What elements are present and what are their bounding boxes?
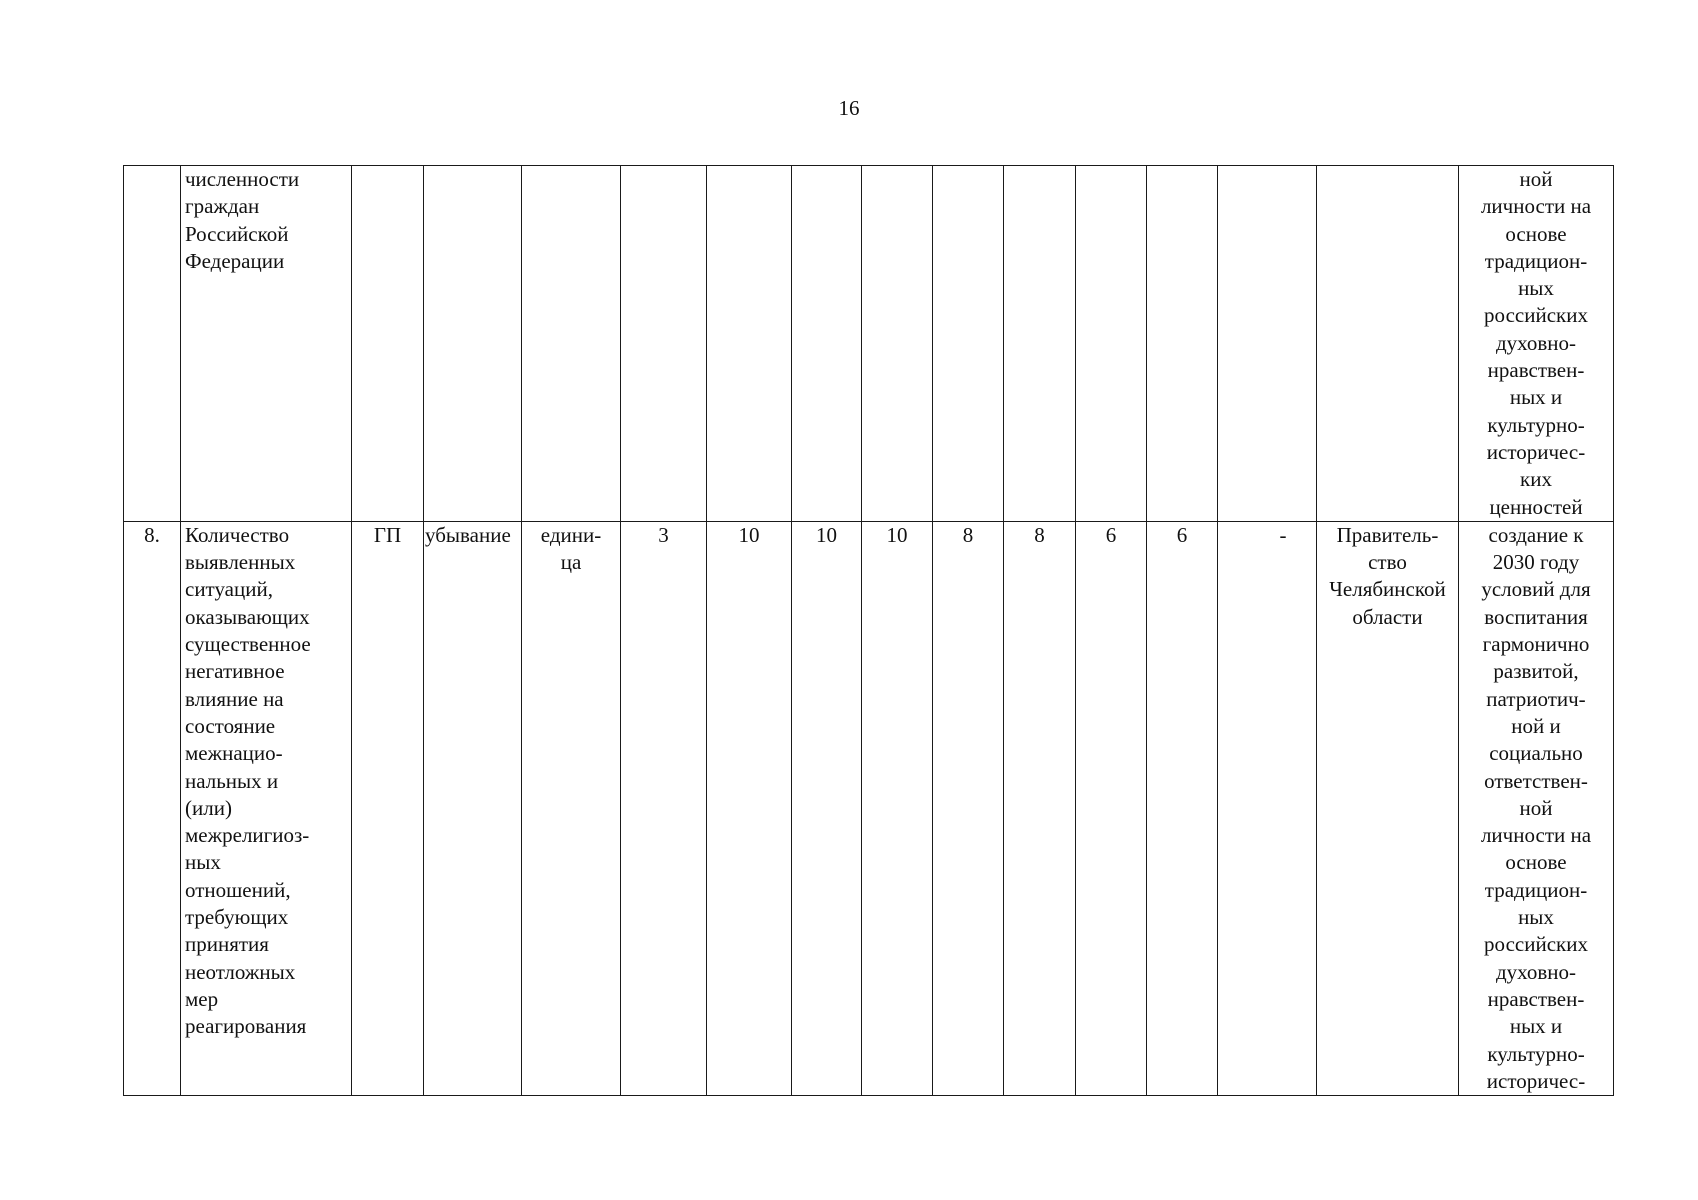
dash-cell: - — [1218, 521, 1317, 1095]
indicator-name: Количество выявленных ситуаций, оказывающих существенное негативное влияние на состояние межнацио- нальных и (или) межрелигиоз- ных отношений, требующих принятия неотложных мер реагирования — [181, 521, 352, 1095]
responsible-cell: Правитель- ство Челябинской области — [1317, 521, 1459, 1095]
value-cell — [621, 166, 707, 522]
value-cell — [792, 166, 862, 522]
table-row — [124, 521, 1614, 1095]
value-cell — [1076, 166, 1147, 522]
responsible-cell — [1317, 166, 1459, 522]
value-cell — [707, 166, 792, 522]
value-cell: 10 — [707, 521, 792, 1095]
value-cell — [933, 166, 1004, 522]
unit-cell — [522, 166, 621, 522]
indicators-table — [123, 165, 1614, 1096]
row-number — [124, 166, 181, 522]
goal-cell: ной личности на основе традицион- ных российских духовно- нравствен- ных и культурно- историчес- ких ценностей — [1459, 166, 1614, 522]
value-cell: 6 — [1076, 521, 1147, 1095]
value-cell: 8 — [933, 521, 1004, 1095]
value-cell: 10 — [862, 521, 933, 1095]
dash-cell — [1218, 166, 1317, 522]
value-cell — [1147, 166, 1218, 522]
trend-cell — [424, 166, 522, 522]
program-type-cell — [352, 166, 424, 522]
value-cell: 8 — [1004, 521, 1076, 1095]
trend-cell: убывание — [424, 521, 522, 1095]
value-cell — [1004, 166, 1076, 522]
indicator-name: численности граждан Российской Федерации — [181, 166, 352, 522]
value-cell: 6 — [1147, 521, 1218, 1095]
row-number: 8. — [124, 521, 181, 1095]
goal-cell: создание к 2030 году условий для воспитания гармонично развитой, патриотич- ной и социально ответствен- ной личности на основе традицион- ных российских духовно- нравствен- ных и культурно- историчес- — [1459, 521, 1614, 1095]
value-cell: 3 — [621, 521, 707, 1095]
unit-cell: едини- ца — [522, 521, 621, 1095]
page-number: 16 — [838, 96, 860, 120]
program-type-cell: ГП — [352, 521, 424, 1095]
table-row — [124, 166, 1614, 522]
value-cell: 10 — [792, 521, 862, 1095]
value-cell — [862, 166, 933, 522]
